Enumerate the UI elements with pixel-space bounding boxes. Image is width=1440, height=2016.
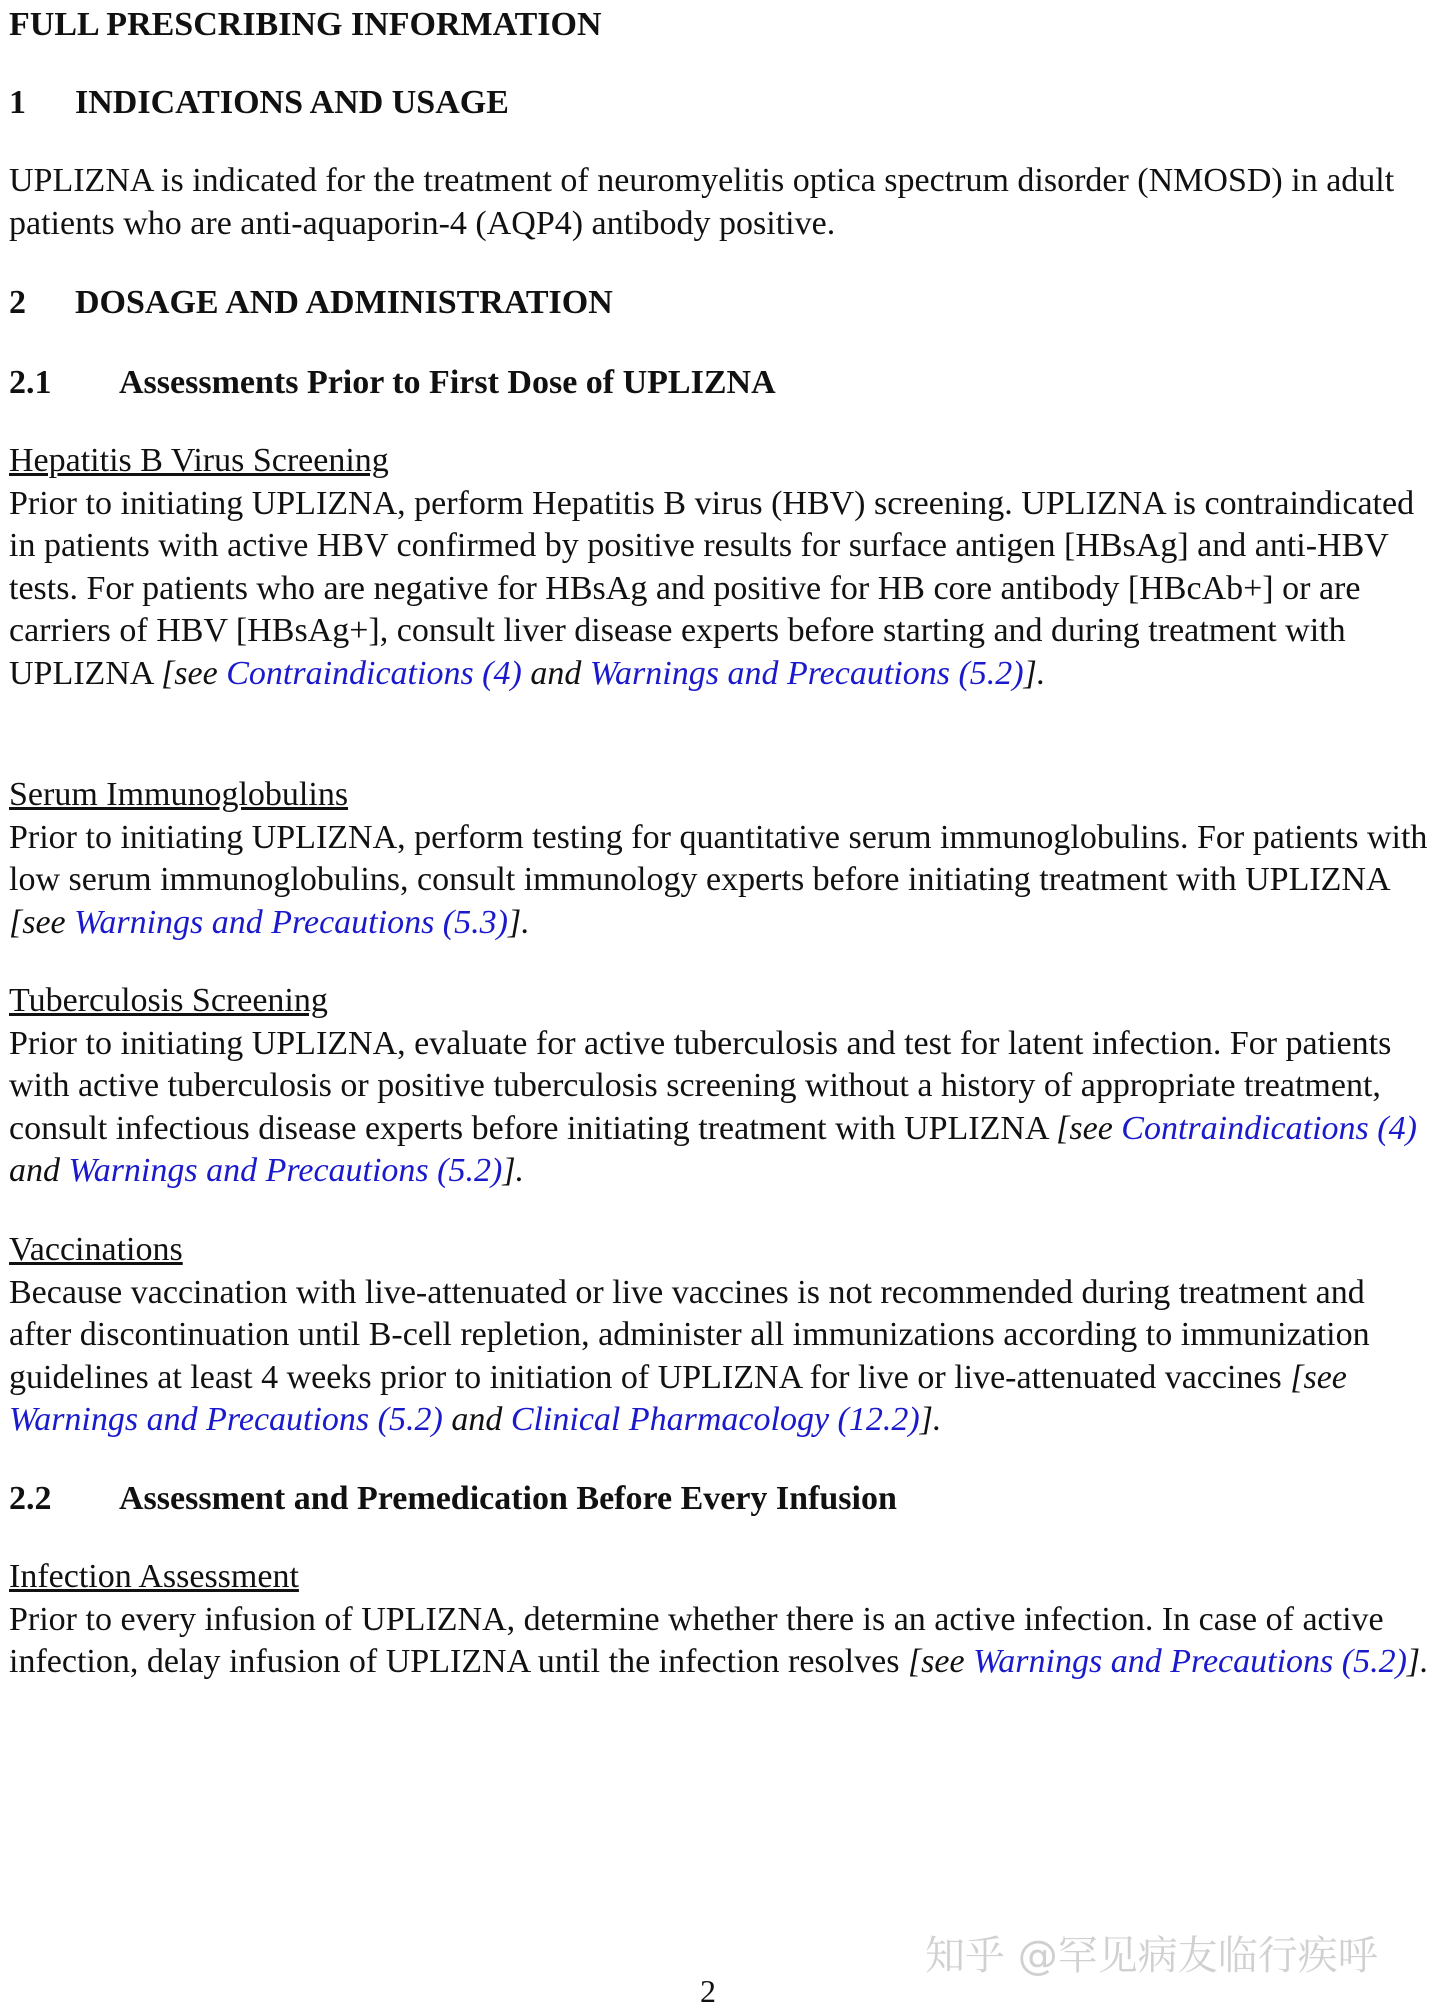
link-warnings-5-3[interactable]: Warnings and Precautions (5.3) (74, 903, 508, 941)
immuno-subheading: Serum Immunoglobulins (9, 776, 349, 813)
vacc-text: Because vaccination with live-attenuated or live vaccines is not recommended during treatment and after discontinuation until B-cell repletion, administer all immunizations according to immunization guidelines at least 4 weeks prior to initiation of UPLIZNA for live or live-attenuated vaccines (9, 1273, 1370, 1396)
section-title: INDICATIONS AND USAGE (75, 84, 509, 121)
ref-bracket: [see (161, 654, 227, 692)
vacc-subheading: Vaccinations (9, 1231, 183, 1268)
section-2-1-heading (9, 366, 776, 400)
hbv-subheading: Hepatitis B Virus Screening (9, 442, 389, 479)
infection-subheading: Infection Assessment (9, 1558, 299, 1595)
document-title: FULL PRESCRIBING INFORMATION (9, 6, 602, 43)
ref-bracket: [see (1056, 1109, 1122, 1147)
section-1-heading (9, 86, 509, 120)
ref-bracket: [see (1290, 1358, 1347, 1396)
hbv-block (9, 440, 1429, 696)
tb-subheading: Tuberculosis Screening (9, 982, 328, 1019)
vacc-block (9, 1229, 1429, 1442)
ref-bracket: [see (9, 903, 75, 941)
section-title: Assessment and Premedication Before Every Infusion (119, 1480, 897, 1517)
ref-bracket-close: ]. (919, 1401, 942, 1439)
infection-text: Prior to every infusion of UPLIZNA, determine whether there is an active infection. In case of active infection, delay infusion of UPLIZNA until the infection resolves (9, 1600, 1384, 1681)
section-number: 1 (9, 84, 26, 121)
tb-block (9, 980, 1429, 1193)
ref-bracket-close: ]. (1406, 1643, 1429, 1681)
ref-bracket-close: ]. (502, 1152, 525, 1190)
link-clinical-pharmacology-12-2[interactable]: Clinical Pharmacology (12.2) (510, 1401, 920, 1439)
link-warnings-5-2[interactable]: Warnings and Precautions (5.2) (9, 1401, 443, 1439)
link-warnings-5-2[interactable]: Warnings and Precautions (5.2) (68, 1152, 503, 1190)
ref-bracket: [see (907, 1643, 974, 1681)
immuno-text: Prior to initiating UPLIZNA, perform testing for quantitative serum immunoglobulins. For patients with low serum immunoglobulins, consult immunology experts before initiating treatment with UPLIZNA (9, 818, 1428, 899)
section-number: 2.1 (9, 364, 52, 401)
link-contraindications-4[interactable]: Contraindications (4) (226, 654, 522, 692)
link-contraindications-4[interactable]: Contraindications (4) (1121, 1109, 1417, 1147)
infection-block (9, 1556, 1429, 1684)
ref-and: and (9, 1152, 69, 1190)
section-title: Assessments Prior to First Dose of UPLIZNA (119, 364, 776, 401)
link-warnings-5-2[interactable]: Warnings and Precautions (5.2) (589, 654, 1024, 692)
hbv-text: Prior to initiating UPLIZNA, perform Hepatitis B virus (HBV) screening. UPLIZNA is contraindicated in patients with active HBV confirmed by positive results for surface antigen [HBsAg] and anti-HBV tests. For patients who are negative for HBsAg and positive for HB core antibody [HBcAb+] or are carriers of HBV [HBsAg+], consult liver disease experts before starting and during treatment with UPLIZNA (9, 484, 1415, 692)
section-title: DOSAGE AND ADMINISTRATION (75, 284, 613, 321)
section-number: 2 (9, 284, 26, 321)
immuno-block (9, 774, 1429, 944)
watermark: 知乎 @罕见病友临行疾呼 (925, 1933, 1378, 1979)
indications-text: UPLIZNA is indicated for the treatment of neuromyelitis optica spectrum disorder (NMOSD) in adult patients who are anti-aquaporin-4 (AQP4) antibody positive. (9, 162, 1395, 242)
ref-and: and (442, 1401, 511, 1439)
tb-text: Prior to initiating UPLIZNA, evaluate for active tuberculosis and test for latent infection. For patients with active tuberculosis or positive tuberculosis screening without a history of appropriate treatment, consult infectious disease experts before initiating treatment with UPLIZNA (9, 1024, 1392, 1147)
ref-bracket-close: ]. (1023, 654, 1046, 692)
section-number: 2.2 (9, 1480, 52, 1517)
page-number: 2 (700, 1973, 716, 2009)
link-warnings-5-2[interactable]: Warnings and Precautions (5.2) (973, 1643, 1407, 1681)
ref-and: and (521, 654, 590, 692)
section-2-2-heading (9, 1482, 897, 1516)
section-2-heading (9, 286, 613, 320)
ref-bracket-close: ]. (507, 903, 530, 941)
